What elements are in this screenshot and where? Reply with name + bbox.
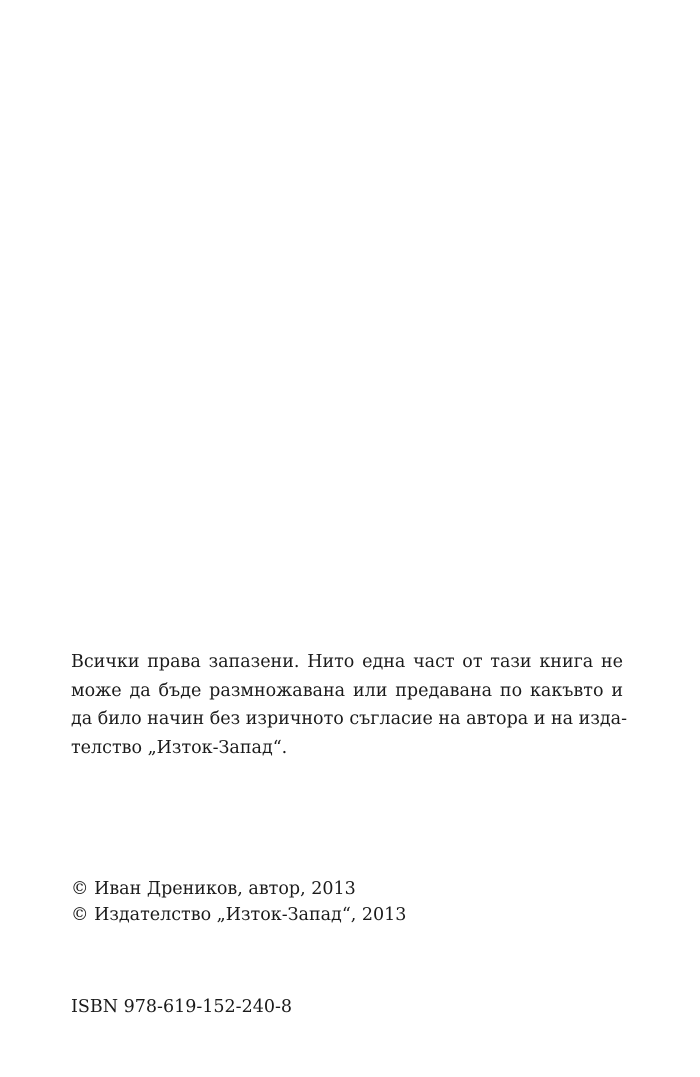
rights-notice-line: Всички права запазени. Нито една част от тази книга не bbox=[71, 652, 623, 672]
author-copyright-line: © Иван Дреников, автор, 2013 bbox=[71, 879, 356, 899]
rights-notice bbox=[71, 648, 627, 762]
isbn-number: ISBN 978-619-152-240-8 bbox=[71, 997, 293, 1017]
publisher-copyright-line: © Издателство „Изток-Запад“, 2013 bbox=[71, 905, 407, 925]
rights-notice-line: телство „Изток-Запад“. bbox=[71, 737, 288, 758]
copyright-block bbox=[71, 876, 406, 928]
rights-notice-line: да било начин без изричното съгласие на автора и на изда- bbox=[71, 709, 627, 729]
rights-notice-line: може да бъде размножавана или предавана по какъвто и bbox=[71, 680, 623, 701]
